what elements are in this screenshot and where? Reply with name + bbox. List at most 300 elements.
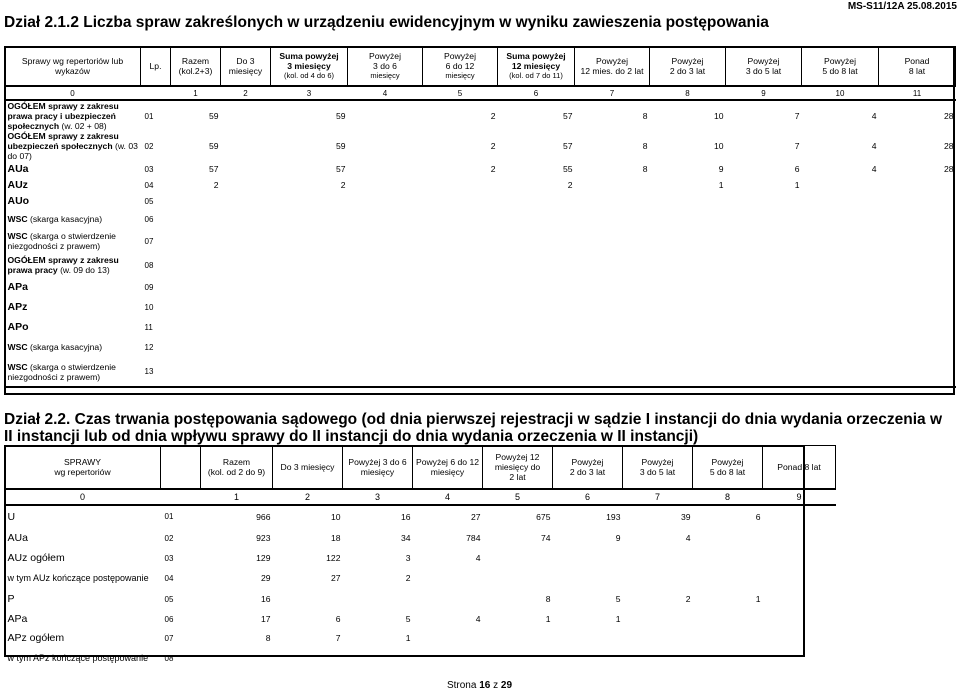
- value-cell: 8: [642, 111, 648, 121]
- value-cell: [879, 317, 956, 337]
- value-cell: [726, 357, 802, 387]
- row-number: 08: [144, 260, 154, 270]
- header-line: Powyżej 12: [495, 452, 540, 462]
- index-cell: 6: [498, 86, 575, 100]
- value-cell: [423, 297, 498, 317]
- table-row: [5, 277, 956, 297]
- value-cell: [726, 317, 802, 337]
- column-header: [141, 47, 171, 87]
- index-cell: 0: [5, 86, 141, 100]
- value-cell: [802, 177, 879, 193]
- footer-total: 29: [500, 680, 513, 691]
- value-cell: [413, 647, 483, 669]
- value-cell: [348, 193, 423, 209]
- value-cell: [879, 209, 956, 229]
- value-cell: 59: [335, 111, 346, 121]
- value-cell: [343, 589, 413, 609]
- column-header: [623, 446, 693, 490]
- row-label-bold: OGÓŁEM sprawy z zakresu prawa pracy: [7, 255, 119, 275]
- header-line: Ponad 8 lat: [777, 462, 821, 472]
- value-cell: [726, 193, 802, 209]
- value-cell: [271, 317, 348, 337]
- value-cell: [575, 337, 650, 357]
- value-cell: [271, 229, 348, 253]
- value-cell: [623, 647, 693, 669]
- value-cell: [802, 357, 879, 387]
- value-cell: 8: [642, 164, 648, 174]
- header-line: miesięcy do: [494, 462, 541, 472]
- value-cell: [498, 317, 575, 337]
- value-cell: [763, 647, 836, 669]
- header-line: 6 do 12: [445, 61, 475, 71]
- column-header: [161, 446, 201, 490]
- value-cell: [348, 357, 423, 387]
- table-header-row: [5, 47, 956, 87]
- index-row: [5, 86, 956, 100]
- value-cell: 10: [330, 511, 341, 522]
- row-label: [5, 253, 141, 277]
- row-label-note: (skarga o stwierdzenie niezgodności z prawem): [7, 231, 116, 251]
- value-cell: [802, 253, 879, 277]
- index-cell: 11: [879, 86, 956, 100]
- value-cell: 59: [335, 141, 346, 151]
- table-row: [5, 527, 836, 549]
- value-cell: [221, 229, 271, 253]
- index-cell: 4: [348, 86, 423, 100]
- value-cell: [575, 317, 650, 337]
- index-cell: 7: [575, 86, 650, 100]
- value-cell: 17: [260, 614, 271, 624]
- header-line: Razem: [222, 457, 251, 467]
- value-cell: [498, 357, 575, 387]
- value-cell: 28: [943, 111, 954, 121]
- row-label-note: (skarga kasacyjna): [29, 342, 103, 352]
- row-number: 07: [144, 236, 154, 246]
- table-row: [5, 549, 836, 567]
- row-label-bold: WSC: [7, 231, 28, 241]
- value-cell: 8: [545, 594, 551, 604]
- header-line: (kol. od 4 do 6): [283, 71, 335, 80]
- header-line: wg repertoriów: [54, 467, 111, 477]
- value-cell: [423, 193, 498, 209]
- row-number: 10: [144, 302, 154, 312]
- value-cell: [879, 177, 956, 193]
- value-cell: 1: [718, 180, 724, 190]
- value-cell: [171, 253, 221, 277]
- table-row: [5, 131, 956, 161]
- column-header: [221, 47, 271, 87]
- value-cell: [726, 337, 802, 357]
- row-number: 11: [144, 322, 153, 332]
- row-number: 06: [144, 214, 154, 224]
- value-cell: [693, 647, 763, 669]
- header-line: Razem: [181, 56, 210, 66]
- value-cell: [271, 209, 348, 229]
- value-cell: 784: [466, 533, 481, 543]
- header-line: Powyżej 6 do 12: [415, 457, 480, 467]
- value-cell: [623, 549, 693, 567]
- value-cell: [879, 277, 956, 297]
- index-cell: 3: [271, 86, 348, 100]
- header-line: 3 miesięcy: [287, 61, 331, 71]
- value-cell: [348, 337, 423, 357]
- value-cell: [763, 589, 836, 609]
- value-cell: [623, 629, 693, 647]
- header-line: Powyżej: [596, 56, 628, 66]
- value-cell: 27: [330, 573, 341, 583]
- value-cell: 5: [405, 614, 411, 624]
- value-cell: 57: [562, 111, 573, 121]
- value-cell: 966: [256, 511, 271, 522]
- value-cell: [221, 177, 271, 193]
- value-cell: [348, 100, 423, 131]
- value-cell: [483, 647, 553, 669]
- column-header: [879, 47, 956, 87]
- value-cell: 2: [567, 180, 573, 190]
- value-cell: [413, 567, 483, 589]
- column-header: [693, 446, 763, 490]
- value-cell: [650, 229, 726, 253]
- value-cell: 1: [755, 594, 761, 604]
- row-number: 01: [144, 111, 154, 121]
- value-cell: [221, 277, 271, 297]
- value-cell: [763, 629, 836, 647]
- row-number: 06: [164, 614, 174, 624]
- header-line: SPRAWY: [64, 457, 101, 467]
- table-row: [5, 647, 836, 669]
- header-line: 2 lat: [509, 472, 526, 482]
- header-line: Suma powyżej: [506, 51, 566, 61]
- value-cell: [553, 629, 623, 647]
- value-cell: [879, 357, 956, 387]
- table-row: [5, 317, 956, 337]
- table-row: [5, 253, 956, 277]
- table-row: [5, 177, 956, 193]
- row-label-bold: AUz: [7, 179, 28, 191]
- value-cell: [271, 253, 348, 277]
- value-cell: [726, 229, 802, 253]
- row-label-note: (w. 03 do 07): [7, 141, 138, 161]
- index-cell: 8: [650, 86, 726, 100]
- value-cell: 16: [400, 511, 411, 522]
- header-line: 5 do 8 lat: [709, 467, 746, 477]
- header-line: Powyżej: [571, 457, 604, 467]
- value-cell: [802, 297, 879, 317]
- row-label: P: [7, 593, 15, 605]
- value-cell: [221, 161, 271, 177]
- value-cell: [879, 297, 956, 317]
- value-cell: [273, 647, 343, 669]
- header-line: miesięcy: [430, 467, 465, 477]
- table-row: [5, 193, 956, 209]
- value-cell: [348, 209, 423, 229]
- value-cell: 59: [208, 141, 219, 151]
- value-cell: [221, 317, 271, 337]
- value-cell: 7: [335, 633, 341, 643]
- value-cell: [693, 549, 763, 567]
- index-cell: 8: [693, 489, 763, 505]
- value-cell: 16: [260, 594, 271, 604]
- row-label: [5, 209, 141, 229]
- value-cell: [802, 229, 879, 253]
- value-cell: [575, 297, 650, 317]
- value-cell: [650, 193, 726, 209]
- row-label: APa: [7, 613, 28, 625]
- table-section-1: [4, 46, 956, 388]
- table-row: [5, 505, 836, 527]
- header-line: miesięcy: [228, 66, 263, 76]
- row-number: 07: [164, 633, 174, 643]
- value-cell: 4: [685, 533, 691, 543]
- row-label: [5, 131, 141, 161]
- index-cell: 9: [726, 86, 802, 100]
- header-line: (kol. od 7 do 11): [509, 71, 563, 80]
- header-line: wykazów: [55, 66, 90, 76]
- header-line: Powyżej: [747, 56, 780, 66]
- row-label: [5, 357, 141, 387]
- value-cell: [498, 209, 575, 229]
- value-cell: [483, 629, 553, 647]
- table-row: [5, 589, 836, 609]
- section2-title: Dział 2.2. Czas trwania postępowania sądowego (od dnia pierwszej rejestracji w sądzie I instancji do dnia wydania orzeczenia w II instancji lub od dnia wpływu sprawy do II instancji do dnia wydania orzeczenia w II instancji): [4, 411, 943, 445]
- column-header: [726, 47, 802, 87]
- value-cell: [348, 297, 423, 317]
- row-number: 03: [164, 553, 174, 563]
- value-cell: [171, 317, 221, 337]
- value-cell: 57: [335, 164, 346, 174]
- value-cell: 57: [208, 164, 219, 174]
- value-cell: 193: [606, 511, 621, 522]
- value-cell: 4: [871, 111, 877, 121]
- value-cell: 10: [713, 141, 724, 151]
- row-label-note: (skarga o stwierdzenie niezgodności z prawem): [7, 361, 116, 382]
- value-cell: [763, 505, 836, 527]
- column-header: [171, 47, 221, 87]
- value-cell: 1: [405, 633, 411, 643]
- row-label-bold: AUa: [7, 163, 29, 175]
- header-line: (kol. od 2 do 9): [207, 467, 266, 477]
- header-line: Powyżej: [641, 457, 674, 467]
- table-header-row: [5, 446, 836, 490]
- value-cell: [271, 297, 348, 317]
- value-cell: [273, 589, 343, 609]
- value-cell: 39: [680, 511, 691, 522]
- value-cell: 6: [335, 614, 341, 624]
- value-cell: [171, 297, 221, 317]
- row-label: [5, 177, 141, 193]
- value-cell: [221, 357, 271, 387]
- table-row: [5, 209, 956, 229]
- row-number: 01: [164, 512, 174, 521]
- value-cell: [726, 277, 802, 297]
- header-line: 3 do 6: [373, 61, 397, 71]
- value-cell: [413, 589, 483, 609]
- table-row: [5, 567, 836, 589]
- row-label: U: [7, 510, 16, 523]
- value-cell: 10: [713, 111, 724, 121]
- index-cell: 7: [623, 489, 693, 505]
- header-line: 5 do 8 lat: [822, 66, 858, 76]
- row-label-bold: APz: [7, 301, 28, 313]
- value-cell: [483, 567, 553, 589]
- value-cell: [693, 567, 763, 589]
- value-cell: 7: [794, 111, 800, 121]
- value-cell: [348, 131, 423, 161]
- index-cell: 5: [483, 489, 553, 505]
- value-cell: [693, 527, 763, 549]
- row-label-note: (w. 02 + 08): [61, 121, 107, 131]
- value-cell: [348, 161, 423, 177]
- value-cell: [693, 609, 763, 629]
- row-number: 03: [144, 164, 154, 174]
- value-cell: [221, 131, 271, 161]
- value-cell: [348, 317, 423, 337]
- row-label: [5, 100, 141, 131]
- column-header: [763, 446, 836, 490]
- row-label-bold: OGÓŁEM sprawy z zakresu ubezpieczeń społecznych: [7, 131, 119, 151]
- value-cell: [221, 253, 271, 277]
- value-cell: [575, 177, 650, 193]
- value-cell: 55: [562, 164, 573, 174]
- column-header: [553, 446, 623, 490]
- table-row: [5, 297, 956, 317]
- value-cell: [423, 209, 498, 229]
- value-cell: [348, 177, 423, 193]
- value-cell: [483, 549, 553, 567]
- value-cell: 1: [545, 614, 551, 624]
- value-cell: [423, 317, 498, 337]
- header-line: 2 do 3 lat: [669, 66, 706, 76]
- row-label-note: (skarga kasacyjna): [29, 214, 103, 224]
- header-line: 12 miesięcy: [511, 61, 561, 71]
- value-cell: [343, 647, 413, 669]
- value-cell: 675: [536, 511, 551, 522]
- header-line: miesięcy: [370, 71, 400, 80]
- value-cell: 2: [490, 111, 496, 121]
- row-label: [5, 277, 141, 297]
- row-label: [5, 229, 141, 253]
- column-header: [5, 446, 161, 490]
- value-cell: 2: [490, 141, 496, 151]
- row-label: [5, 193, 141, 209]
- value-cell: [423, 177, 498, 193]
- value-cell: 4: [475, 614, 481, 624]
- header-line: 3 do 5 lat: [639, 467, 676, 477]
- row-label: [5, 161, 141, 177]
- value-cell: [726, 253, 802, 277]
- index-cell: 2: [273, 489, 343, 505]
- header-line: Suma powyżej: [279, 51, 339, 61]
- value-cell: [575, 193, 650, 209]
- index-cell: 6: [553, 489, 623, 505]
- index-cell: [141, 86, 171, 100]
- value-cell: [553, 567, 623, 589]
- row-number: 08: [164, 653, 174, 663]
- header-line: 12 mies. do 2 lat: [580, 66, 644, 76]
- value-cell: [650, 277, 726, 297]
- header-line: Ponad: [904, 56, 930, 66]
- value-cell: [763, 609, 836, 629]
- value-cell: 3: [405, 553, 411, 563]
- value-cell: [171, 357, 221, 387]
- value-cell: [423, 357, 498, 387]
- section1-title: Dział 2.1.2 Liczba spraw zakreślonych w urządzeniu ewidencyjnym w wyniku zawieszenia postępowania: [4, 14, 769, 31]
- value-cell: [498, 253, 575, 277]
- row-label: [5, 297, 141, 317]
- row-label-bold: AUo: [7, 195, 30, 207]
- form-code: MS-S11/12A 25.08.2015: [847, 1, 957, 12]
- value-cell: 2: [490, 164, 496, 174]
- index-cell: 3: [343, 489, 413, 505]
- column-header: [5, 47, 141, 87]
- value-cell: 2: [405, 573, 411, 583]
- table-row: [5, 337, 956, 357]
- row-label: [5, 337, 141, 357]
- row-number: 02: [164, 533, 174, 543]
- value-cell: [553, 549, 623, 567]
- header-line: 8 lat: [908, 66, 926, 76]
- header-line: Powyżej: [444, 51, 476, 61]
- value-cell: [348, 277, 423, 297]
- header-line: Powyżej: [369, 51, 401, 61]
- value-cell: 129: [256, 553, 271, 563]
- footer-page: 16: [479, 680, 491, 691]
- value-cell: [802, 317, 879, 337]
- row-label-bold: APa: [7, 281, 28, 293]
- column-header: [483, 446, 553, 490]
- value-cell: 8: [642, 141, 648, 151]
- value-cell: [348, 229, 423, 253]
- index-cell: 0: [5, 489, 161, 505]
- value-cell: 18: [330, 533, 341, 543]
- row-label-bold: APo: [7, 321, 29, 333]
- value-cell: [271, 357, 348, 387]
- value-cell: [575, 209, 650, 229]
- table-row: [5, 161, 956, 177]
- value-cell: [171, 229, 221, 253]
- value-cell: [650, 253, 726, 277]
- index-cell: 10: [802, 86, 879, 100]
- value-cell: 74: [540, 533, 551, 543]
- header-line: Powyżej: [711, 457, 744, 467]
- value-cell: 122: [326, 553, 341, 563]
- column-header: [423, 47, 498, 87]
- index-cell: 1: [171, 86, 221, 100]
- index-cell: 9: [763, 489, 836, 505]
- column-header: [273, 446, 343, 490]
- value-cell: [221, 100, 271, 131]
- page-footer: [0, 680, 959, 691]
- value-cell: [201, 647, 273, 669]
- value-cell: 28: [943, 164, 954, 174]
- value-cell: [726, 297, 802, 317]
- value-cell: 6: [794, 164, 800, 174]
- value-cell: 2: [340, 180, 346, 190]
- header-line: 3 do 5 lat: [745, 66, 782, 76]
- value-cell: [271, 277, 348, 297]
- header-line: Powyżej: [671, 56, 704, 66]
- value-cell: [423, 229, 498, 253]
- column-header: [343, 446, 413, 490]
- value-cell: [650, 337, 726, 357]
- column-header: [413, 446, 483, 490]
- value-cell: [650, 297, 726, 317]
- value-cell: 4: [871, 141, 877, 151]
- value-cell: [802, 337, 879, 357]
- row-number: 04: [144, 180, 154, 190]
- header-line: (kol.2+3): [178, 66, 213, 76]
- row-number: 05: [164, 594, 174, 604]
